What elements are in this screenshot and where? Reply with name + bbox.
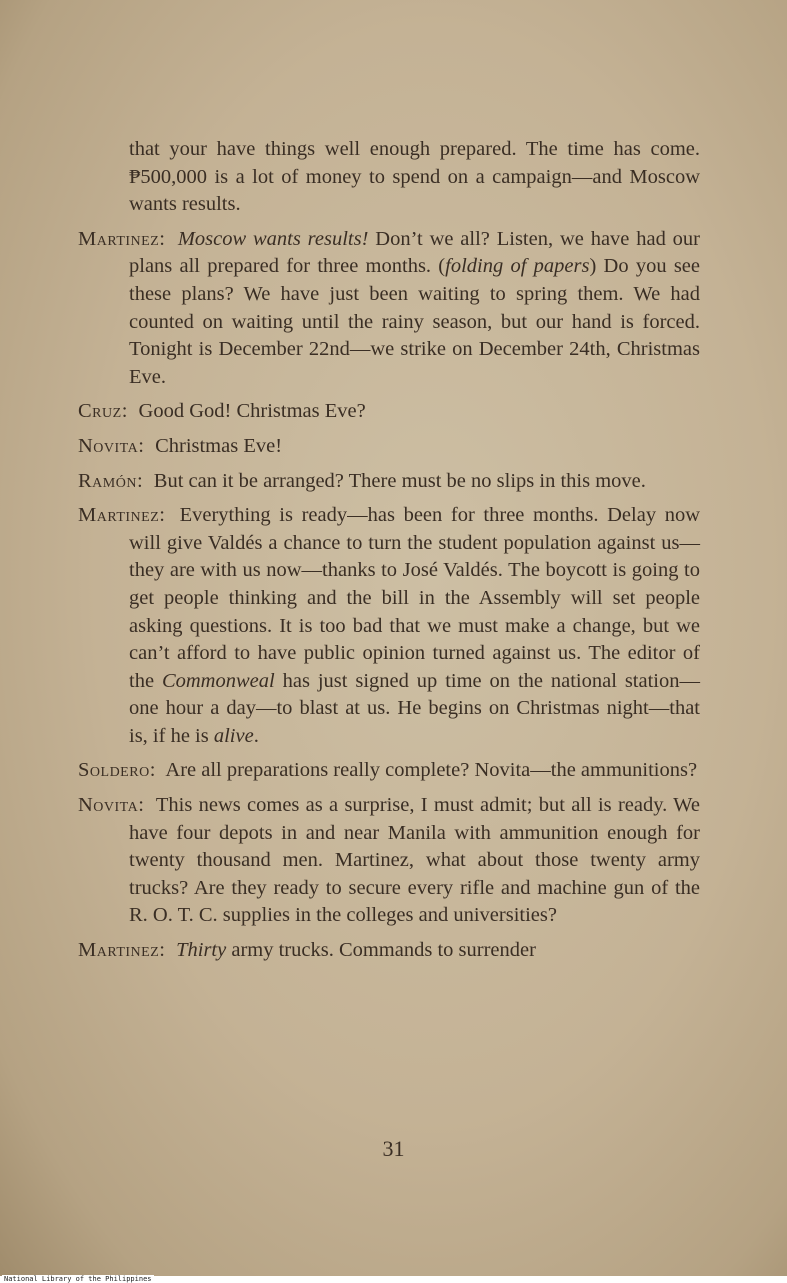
speaker-colon: : — [138, 434, 144, 457]
library-footer: National Library of the Philippines — [4, 1275, 152, 1283]
speaker-name: Martinez — [78, 504, 160, 527]
speech-martinez — [78, 502, 700, 750]
speaker-colon: : — [159, 939, 165, 962]
speaker-name: Soldero — [78, 759, 150, 782]
speaker-name: Novita — [78, 434, 139, 457]
speech-martinez — [78, 226, 700, 392]
speech-text: Don’t we all? Listen, we have had our plans all prepared for three months. ( — [129, 227, 701, 278]
speaker-colon: : — [149, 759, 156, 782]
speaker-colon: : — [159, 504, 165, 527]
speech-cruz — [78, 398, 700, 426]
speech-text: has just signed up time on the national station—one hour a day—to blast at us. He begins on Christmas night—that is, if he is — [129, 669, 700, 747]
speech-novita — [78, 433, 700, 461]
speaker-colon: : — [138, 794, 144, 817]
speaker-colon: : — [159, 227, 165, 250]
italic-text: alive — [213, 724, 254, 747]
speech-soldero — [78, 757, 700, 785]
speech-text: This news comes as a surprise, I must admit; but all is ready. We have four depots in and near Manila with ammunition enough for twenty thousand men. Martinez, what about those twenty army trucks? Are they ready to secure every rifle and machine gun of the R. O. T. C. supplies in the colleges and universities? — [129, 794, 700, 927]
speech-ramn — [78, 468, 700, 496]
speech-novita — [78, 792, 700, 930]
speaker-name: Martinez — [78, 939, 160, 962]
speech-text: Good God! Christmas Eve? — [138, 400, 366, 423]
speech-text: ) Do you see these plans? We have just been waiting to spring them. We had counted on waiting until the rainy season, but our hand is forced. Tonight is December 22nd—we strike on December 24th, Christmas Eve. — [129, 255, 700, 388]
speaker-name: Martinez — [78, 227, 160, 250]
speaker-colon: : — [121, 400, 128, 423]
speech-text: . — [253, 724, 259, 747]
speaker-colon: : — [136, 469, 143, 492]
page-number: 31 — [382, 1136, 405, 1161]
dialogue-list — [78, 226, 700, 965]
continuation-paragraph: that your have things well enough prepared. The time has come. ₱500,000 is a lot of money to spend on a campaign––and Moscow wants results. — [129, 138, 700, 216]
speaker-name: Novita — [78, 794, 139, 817]
italic-text: Moscow wants results! — [177, 227, 369, 250]
speech-martinez — [78, 937, 700, 965]
speech-text: Are all preparations really complete? Novita—the ammunitions? — [165, 759, 698, 782]
speech-text: Christmas Eve! — [155, 434, 283, 457]
speech-text: Everything is ready––has been for three months. Delay now will give Valdés a chance to turn the student population against us—they are with us now––thanks to José Valdés. The boycott is going to get people thinking and the bill in the Assembly will set people asking questions. It is too bad that we must make a change, but we can’t afford to have public opinion turned against us. The editor of the — [129, 504, 700, 692]
speaker-name: Cruz — [78, 400, 122, 423]
italic-text: Commonweal — [161, 669, 275, 692]
speech-text: But can it be arranged? There must be no slips in this move. — [153, 469, 646, 492]
speaker-name: Ramón — [78, 469, 137, 492]
italic-text: folding of papers — [445, 255, 590, 278]
speech-text: army trucks. Commands to surrender — [226, 939, 536, 962]
italic-text: Thirty — [176, 939, 227, 962]
page-text — [78, 136, 700, 972]
